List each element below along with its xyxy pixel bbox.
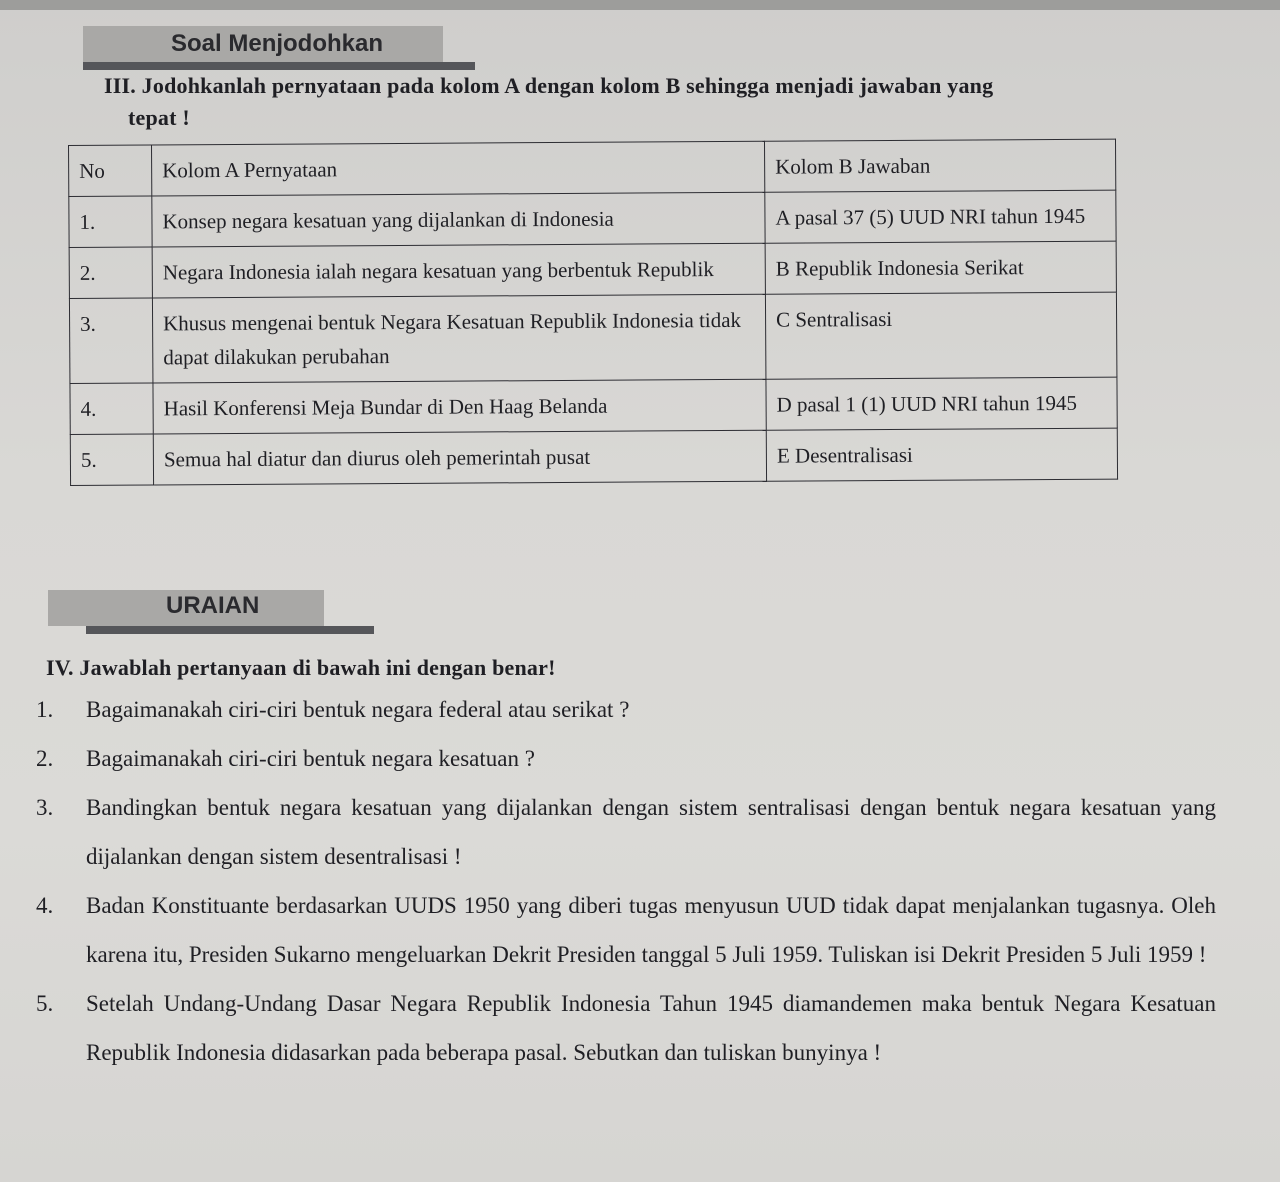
question-text: Bagaimanakah ciri-ciri bentuk negara federal atau serikat ? — [86, 697, 630, 722]
header-column-b: Kolom B Jawaban — [764, 139, 1115, 192]
list-item — [36, 881, 1216, 979]
question-text: Badan Konstituante berdasarkan UUDS 1950 yang diberi tugas menyusun UUD tidak dapat menjalankan tugasnya. Oleh karena itu, Presiden Sukarno mengeluarkan Dekrit Presiden tanggal 5 Juli 1959. Tuliskan isi Dekrit Presiden 5 Juli 1959 ! — [86, 893, 1216, 967]
question-number: 3. — [36, 795, 54, 820]
question-number: 5. — [36, 991, 54, 1016]
row-number: 1. — [69, 196, 152, 248]
row-answer: C Sentralisasi — [765, 292, 1117, 379]
section-banner-essay — [48, 590, 324, 626]
question-number: 1. — [36, 697, 54, 722]
question-text: Bagaimanakah ciri-ciri bentuk negara kesatuan ? — [86, 746, 535, 771]
row-statement: Konsep negara kesatuan yang dijalankan di Indonesia — [152, 192, 765, 247]
row-statement: Khusus mengenai bentuk Negara Kesatuan Republik Indonesia tidak dapat dilakukan perubahan — [152, 294, 766, 383]
table-row — [70, 377, 1117, 434]
list-item — [36, 783, 1216, 881]
page-edge-shadow — [0, 0, 1280, 10]
header-no: No — [69, 145, 152, 197]
question-text: Bandingkan bentuk negara kesatuan yang dijalankan dengan sistem sentralisasi dengan bentuk negara kesatuan yang dijalankan dengan sistem desentralisasi ! — [86, 795, 1216, 869]
row-answer: E Desentralisasi — [766, 428, 1117, 481]
matching-instruction-line1: III. Jodohkanlah pernyataan pada kolom A dengan kolom B sehingga menjadi jawaban yang — [104, 73, 994, 98]
question-number: 4. — [36, 893, 54, 918]
row-statement: Negara Indonesia ialah negara kesatuan yang berbentuk Republik — [152, 243, 765, 298]
list-item — [36, 685, 1216, 734]
list-item — [36, 734, 1216, 783]
table-row — [69, 190, 1116, 247]
essay-instruction: IV. Jawablah pertanyaan di bawah ini dengan benar! — [46, 655, 556, 680]
banner-underline — [83, 62, 475, 70]
row-statement: Semua hal diatur dan diurus oleh pemerintah pusat — [153, 430, 766, 485]
section-banner-matching — [83, 26, 443, 62]
row-number: 3. — [69, 298, 153, 384]
banner-underline — [86, 626, 374, 634]
row-answer: A pasal 37 (5) UUD NRI tahun 1945 — [765, 190, 1116, 243]
question-text: Setelah Undang-Undang Dasar Negara Republik Indonesia Tahun 1945 diamandemen maka bentuk Negara Kesatuan Republik Indonesia didasarkan pada beberapa pasal. Sebutkan dan tuliskan bunyinya ! — [86, 991, 1216, 1065]
list-item — [36, 979, 1216, 1077]
question-number: 2. — [36, 746, 54, 771]
row-answer: D pasal 1 (1) UUD NRI tahun 1945 — [766, 377, 1117, 430]
table-row — [69, 292, 1116, 383]
section-banner-label: Soal Menjodohkan — [171, 30, 384, 57]
row-number: 2. — [69, 247, 152, 299]
row-number: 4. — [70, 383, 153, 435]
row-number: 5. — [70, 434, 153, 486]
header-column-a: Kolom A Pernyataan — [152, 141, 765, 196]
matching-table — [68, 139, 1118, 486]
essay-question-list — [36, 685, 1216, 1077]
row-answer: B Republik Indonesia Serikat — [765, 241, 1116, 294]
matching-instruction-line2: tepat ! — [128, 105, 190, 130]
table-header-row — [69, 139, 1116, 196]
table-row — [70, 428, 1117, 485]
matching-instruction — [104, 70, 1184, 134]
row-statement: Hasil Konferensi Meja Bundar di Den Haag Belanda — [153, 379, 766, 434]
table-row — [69, 241, 1116, 298]
section-banner-label: URAIAN — [166, 592, 260, 619]
